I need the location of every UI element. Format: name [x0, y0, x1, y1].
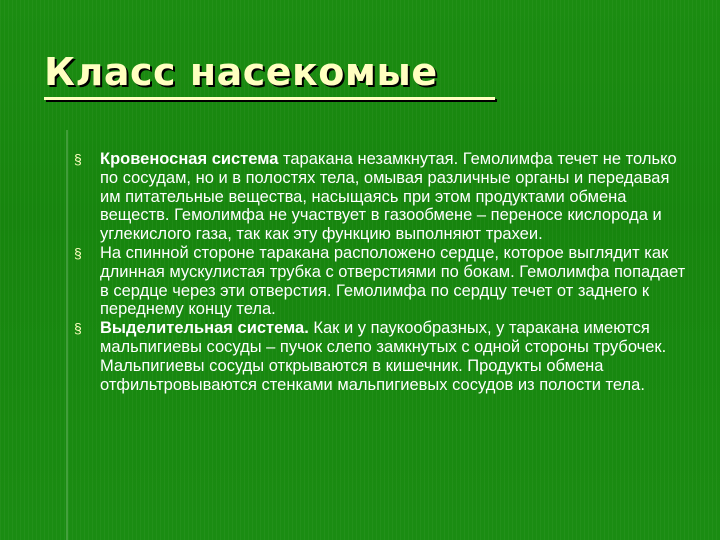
- slide-title: Класс насекомые: [44, 50, 438, 94]
- bullet-marker-icon: §: [74, 244, 82, 261]
- bullet-item-circulatory: [74, 150, 694, 244]
- bullet-text: На спинной стороне таракана расположено сердце, которое выглядит как длинная мускулистая трубка с отверстиями по бокам. Гемолимфа попадает в сердце через эти отверстия. Гемолимфа по сердцу течет от заднего к переднему концу тела.: [100, 243, 686, 319]
- bullet-bold-heading: Выделительная система.: [100, 319, 309, 338]
- bullet-marker-icon: §: [74, 320, 82, 337]
- bullet-bold-heading: Кровеносная система: [100, 150, 279, 168]
- bullet-text: Как и у паукообразных, у таракана имеются мальпигиевы сосуды – пучок слепо замкнутых с одной стороны трубочек. Мальпигиевы сосуды открываются в кишечник. Продукты обмена отфильтровываются стенками мальпигиевых сосудов из полости тела.: [100, 319, 667, 394]
- decorative-line: [66, 130, 68, 540]
- bullet-item-heart: [74, 244, 694, 319]
- bullet-marker-icon: §: [74, 151, 82, 167]
- bullet-item-excretory: [74, 319, 694, 394]
- bullet-text: таракана незамкнутая. Гемолимфа течет не только по сосудам, но и в полостях тела, омывая различные органы и передавая им питательные вещества, насыщаясь при этом продуктами обмена веществ. Гемолимфа не участвует в газообмене – переносе кислорода и углекислого газа, так как эту функцию выполняют трахеи.: [100, 150, 677, 244]
- title-underline: [44, 97, 495, 100]
- bullet-list: [74, 150, 694, 394]
